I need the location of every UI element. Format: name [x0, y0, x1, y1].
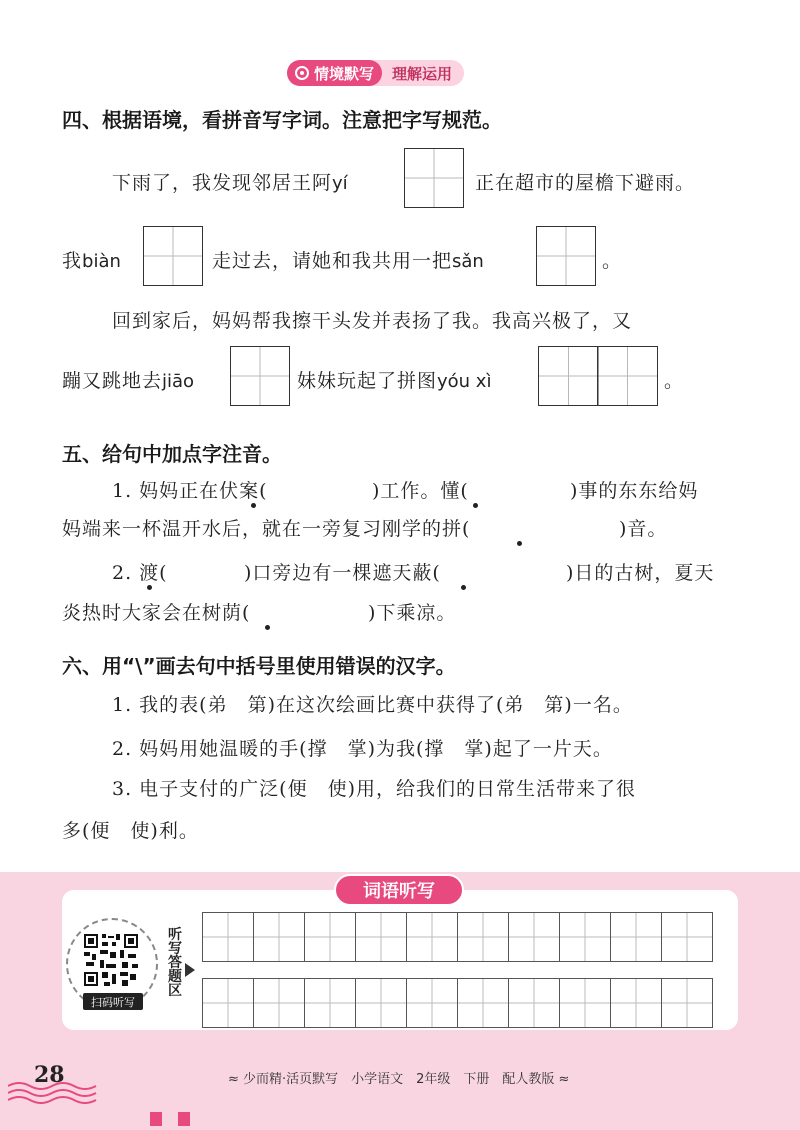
dictation-title: 词语听写: [334, 874, 464, 906]
arrow-right-icon: [185, 963, 195, 977]
grid-cell[interactable]: [406, 912, 458, 962]
s4-l2a: 我: [62, 250, 83, 272]
s4-l1a: 下雨了，我发现邻居王阿: [112, 172, 333, 194]
grid-cell[interactable]: [559, 978, 611, 1028]
grid-cell[interactable]: [457, 978, 509, 1028]
grid-cell[interactable]: [661, 912, 713, 962]
s5-l3c: )日的古树，夏天: [566, 562, 715, 584]
answer-box-san[interactable]: [536, 226, 596, 286]
emphasis-dot-yin: [265, 625, 270, 630]
wave-decoration-icon: [8, 1080, 98, 1104]
s4-line4a: [62, 366, 194, 393]
grid-cell[interactable]: [610, 912, 662, 962]
s5-l1b: )工作。懂(: [372, 480, 469, 502]
s4-l2b: 走过去，请她和我共用一把: [212, 250, 453, 272]
s5-l4b: )下乘凉。: [368, 602, 457, 624]
grid-cell[interactable]: [661, 978, 713, 1028]
emphasis-dot-an: [251, 503, 256, 508]
answer-box-bian[interactable]: [143, 226, 203, 286]
s4-l2c: 。: [602, 250, 623, 272]
s4-l4c: 。: [664, 370, 685, 392]
grid-cell[interactable]: [202, 978, 254, 1028]
emphasis-dot-pin: [517, 541, 522, 546]
grid-cell[interactable]: [508, 912, 560, 962]
tab-active: [287, 60, 382, 86]
grid-cell[interactable]: [559, 912, 611, 962]
s6-l3: 3. 电子支付的广泛(便 使)用，给我们的日常生活带来了很: [112, 778, 636, 800]
dictation-grid-row-1[interactable]: [203, 912, 723, 962]
s6-l4: 多(便 使)利。: [62, 820, 199, 842]
emphasis-dot-du: [147, 585, 152, 590]
tab-active-label: 情境默写: [314, 64, 375, 83]
s5-l3b: )口旁边有一棵遮天蔽(: [244, 562, 441, 584]
s4-pinyin-youxi: yóu xì: [437, 371, 492, 392]
s4-line3: 回到家后，妈妈帮我擦干头发并表扬了我。我高兴极了，又: [112, 310, 633, 332]
footer-text: ≈ 少而精·活页默写 小学语文 2年级 下册 配人教版 ≈: [228, 1072, 570, 1087]
grid-cell[interactable]: [406, 978, 458, 1028]
qr-code-icon[interactable]: [82, 932, 140, 988]
s4-pinyin-san: sǎn: [452, 251, 484, 272]
s5-l3a: 2. 渡(: [112, 562, 168, 584]
s4-pinyin-bian: biàn: [82, 251, 121, 272]
grid-cell[interactable]: [355, 912, 407, 962]
grid-cell[interactable]: [253, 978, 305, 1028]
emphasis-dot-dong: [473, 503, 478, 508]
s4-line4b: [297, 366, 491, 393]
grid-cell[interactable]: [304, 912, 356, 962]
section5-title: 五、给句中加点字注音。: [62, 442, 282, 466]
grid-cell[interactable]: [610, 978, 662, 1028]
s4-line1: [112, 168, 348, 195]
page-number: 28: [34, 1062, 65, 1088]
s4-l1b: 正在超市的屋檐下避雨。: [475, 172, 696, 194]
answer-box-jiao[interactable]: [230, 346, 290, 406]
s5-l1c: )事的东东给妈: [570, 480, 699, 502]
s5-l1a: 1. 妈妈正在伏案(: [112, 480, 268, 502]
answer-box-yi[interactable]: [404, 148, 464, 208]
s4-l4a: 蹦又跳地去: [62, 370, 163, 392]
s6-l1: 1. 我的表(弟 第)在这次绘画比赛中获得了(弟 第)一名。: [112, 694, 633, 716]
s5-l2b: )音。: [619, 518, 668, 540]
grid-cell[interactable]: [457, 912, 509, 962]
corner-mark: [150, 1112, 162, 1126]
section4-title: 四、根据语境，看拼音写字词。注意把字写规范。: [62, 108, 502, 132]
grid-cell[interactable]: [355, 978, 407, 1028]
emphasis-dot-bi: [461, 585, 466, 590]
s4-line2b: [212, 246, 484, 273]
s6-l2: 2. 妈妈用她温暖的手(撑 掌)为我(撑 掌)起了一片天。: [112, 738, 613, 760]
answer-box-youxi[interactable]: [538, 346, 658, 406]
section-tab: [287, 60, 464, 86]
answer-area-label: 听写答题区: [168, 927, 182, 999]
s4-pinyin-yi: yí: [332, 173, 348, 194]
s4-line2a: [62, 246, 121, 273]
section6-title: 六、用“\”画去句中括号里使用错误的汉字。: [62, 654, 456, 678]
s4-pinyin-jiao: jiāo: [162, 371, 195, 392]
grid-cell[interactable]: [202, 912, 254, 962]
grid-cell[interactable]: [304, 978, 356, 1028]
scan-label[interactable]: 扫码听写: [83, 993, 143, 1010]
corner-mark: [178, 1112, 190, 1126]
s5-l4a: 炎热时大家会在树荫(: [62, 602, 251, 624]
grid-cell[interactable]: [253, 912, 305, 962]
medal-icon: [295, 66, 309, 80]
s4-l4b: 妹妹玩起了拼图: [297, 370, 438, 392]
tab-inactive-label: 理解运用: [392, 64, 453, 83]
grid-cell[interactable]: [508, 978, 560, 1028]
dictation-grid-row-2[interactable]: [203, 978, 723, 1028]
s5-l2a: 妈端来一杯温开水后，就在一旁复习刚学的拼(: [62, 518, 471, 540]
